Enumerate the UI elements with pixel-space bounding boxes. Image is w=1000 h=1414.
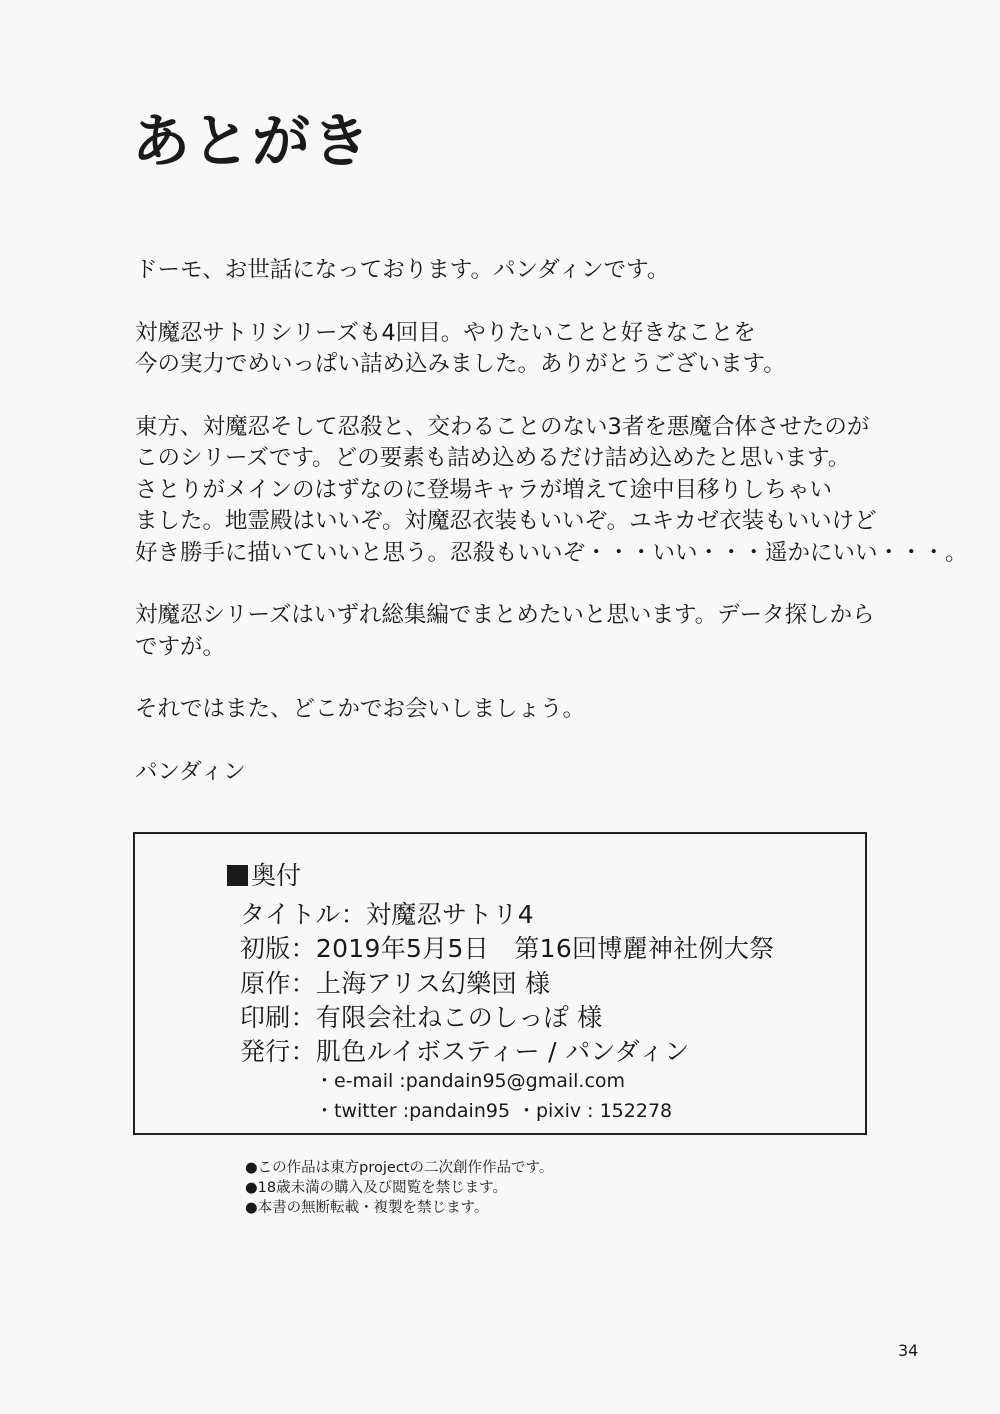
text-line: このシリーズです。どの要素も詰め込めるだけ詰め込めたと思います。 [135, 445, 851, 471]
colophon-heading [227, 856, 301, 892]
text-line: ドーモ、お世話になっております。パンダィンです。 [135, 257, 670, 283]
colophon-printer-row: 印刷：有限会社ねこのしっぽ 様 [240, 1003, 603, 1032]
author-signature: パンダィン [135, 758, 246, 785]
text-line: ました。地霊殿はいいぞ。対魔忍衣装もいいぞ。ユキカゼ衣装もいいけど [135, 508, 877, 534]
afterword-body [135, 255, 968, 788]
paragraph [135, 412, 968, 570]
paragraph [135, 694, 895, 726]
page-number: 34 [898, 1341, 919, 1360]
colophon-box [133, 832, 867, 1135]
paragraph [135, 255, 895, 287]
text-line: 好き勝手に描いていいと思う。忍殺もいいぞ・・・いい・・・遥かにいい・・・。 [135, 539, 968, 566]
colophon-first-edition-row: 初版：2019年5月5日 第16回博麗神社例大祭 [240, 934, 775, 963]
legal-notes [245, 1158, 553, 1218]
note-item: ●本書の無断転載・複製を禁じます。 [245, 1200, 489, 1216]
colophon-publisher-row: 発行：肌色ルイボスティー / パンダィン [240, 1037, 690, 1066]
text-line: 対魔忍シリーズはいずれ総集編でまとめたいと思います。データ探しから [135, 602, 875, 628]
text-line: 東方、対魔忍そして忍殺と、交わることのない3者を悪魔合体させたのが [135, 413, 870, 440]
signature [135, 757, 895, 789]
note-item: ●18歳未満の購入及び閲覧を禁じます。 [245, 1180, 507, 1196]
colophon-heading-label: 奥付 [251, 861, 302, 890]
note-item: ●この作品は東方projectの二次創作作品です。 [245, 1160, 554, 1176]
text-line: さとりがメインのはずなのに登場キャラが増えて途中目移りしちゃい [135, 476, 833, 503]
pixiv-contact: ・pixiv : 152278 [517, 1100, 673, 1122]
square-bullet-icon [227, 865, 248, 886]
text-line: それではまた、どこかでお会いしましょう。 [135, 696, 586, 722]
text-line: 今の実力でめいっぱい詰め込みました。ありがとうございます。 [135, 351, 786, 377]
paragraph [135, 318, 895, 381]
page-title: あとがき [132, 107, 373, 175]
text-line: 対魔忍サトリシリーズも4回目。やりたいことと好きなことを [135, 319, 756, 346]
colophon-title-row: タイトル：対魔忍サトリ4 [240, 900, 535, 929]
text-line: ですが。 [135, 633, 226, 660]
paragraph [135, 600, 895, 663]
colophon-original-work-row: 原作：上海アリス幻樂団 様 [240, 969, 551, 998]
email-contact: ・e-mail :pandain95@gmail.com [315, 1070, 626, 1092]
twitter-contact: ・twitter :pandain95 [315, 1100, 511, 1122]
